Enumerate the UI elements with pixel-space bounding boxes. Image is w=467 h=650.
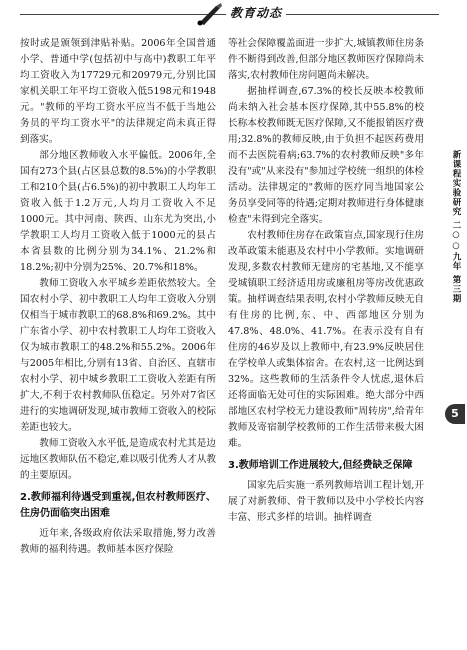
paragraph: 近年来,各级政府依法采取措施,努力改善教师的福利待遇。教师基本医疗保险 <box>20 528 216 555</box>
paragraph: 等社会保障覆盖面进一步扩大,城镇教师住房条件不断得到改善,但部分地区教师医疗保障尚未落实,农村教师住房问题尚未解决。 <box>228 38 424 81</box>
paragraph: 据抽样调查,67.3%的校长反映本校教师尚未纳入社会基本医疗保障,其中55.8%的校长称本校教师既无医疗保障,又不能报销医疗费用;32.8%的教师反映,由于负担不起医药费用而不去医院看病;63.7%的农村教师反映"多年没有"或"从来没有"参加过学校统一组织的体检活动。法律规定的"教师的医疗同当地国家公务员享受同等的待遇;定期对教师进行身体健康检查"未得到完全落实。 <box>228 86 424 225</box>
paragraph: 农村教师住房存在政策盲点,国家现行住房改革政策未能惠及农村中小学教师。实地调研发现,多数农村教师无建房的宅基地,又不能享受城镇职工经济适用房或廉租房等房改优惠政策。抽样调查结果表明,农村小学教师反映无自有住房的比例,东、中、西部地区分别为47.8%、48.0%、41.7%。在表示没有自有住房的46岁及以上教师中,有23.9%反映居住在学校单人或集体宿舍。在农村,这一比例达到32%。这些教师的生活条件令人忧虑,退休后还将面临无处可住的实际困难。绝大部分中西部地区农村学校无力建设教师"周转房",给青年教师及寄宿制学校教师的工作生活带来极大困难。 <box>228 230 424 449</box>
page-header <box>0 0 467 30</box>
journal-sidebar <box>445 150 467 410</box>
paragraph: 国家先后实施一系列教师培训工程计划,开展了对新教师、骨干教师以及中小学校长内容丰富、形式多样的培训。抽样调查 <box>228 480 424 523</box>
section-heading: 3.教师培训工作进展较大,但经费缺乏保障 <box>228 460 413 471</box>
journal-name: 新课程实验研究 二○○九年 第三期 <box>451 150 461 304</box>
brush-icon <box>196 2 224 26</box>
section-title: 教育动态 <box>226 4 286 21</box>
paragraph: 按时或是颁领到津贴补贴。2006年全国普通小学、普通中学(包括初中与高中)教职工年平均工资收入为17729元和20979元,分别比国家机关职工年平均工资收入低5198元和1948元。"教师的平均工资水平应当不低于当地公务员的平均工资水平"的法律规定尚未真正得到落实。 <box>20 38 216 145</box>
paragraph: 部分地区教师收入水平偏低。2006年,全国有273个县(占区县总数的8.5%)的小学教职工和210个县(占6.5%)的初中教职工人均年工资收入低于1.2万元,人均月工资收入不足1000元。其中河南、陕西、山东尤为突出,小学教职工人均月工资收入低于1000元的县占本省县数的比例分别为34.1%、21.2%和18.2%;初中分别为25%、20.7%和18%。 <box>20 150 216 273</box>
section-heading: 2.教师福利待遇受到重视,但农村教师医疗、住房仍面临突出困难 <box>20 492 216 519</box>
paragraph: 教师工资收入水平低,是造成农村尤其是边远地区教师队伍不稳定,难以吸引优秀人才从教的主要原因。 <box>20 438 216 481</box>
page-number: 5 <box>445 404 465 424</box>
left-column <box>20 36 216 558</box>
paragraph: 教师工资收入水平城乡差距依然较大。全国农村小学、初中教职工人均年工资收入分别仅相当于城市教职工的68.8%和69.2%。其中广东省小学、初中农村教职工人均年工资收入仅为城市教职工的48.2%和55.2%。2006年与2005年相比,分别有13省、自治区、直辖市农村小学、初中城乡教职工工资收入差距有所扩大,不利于农村教师队伍稳定。另外对7省区进行的实地调研发现,城市教师工资收入的校际差距也较大。 <box>20 278 216 433</box>
right-column <box>228 36 424 526</box>
